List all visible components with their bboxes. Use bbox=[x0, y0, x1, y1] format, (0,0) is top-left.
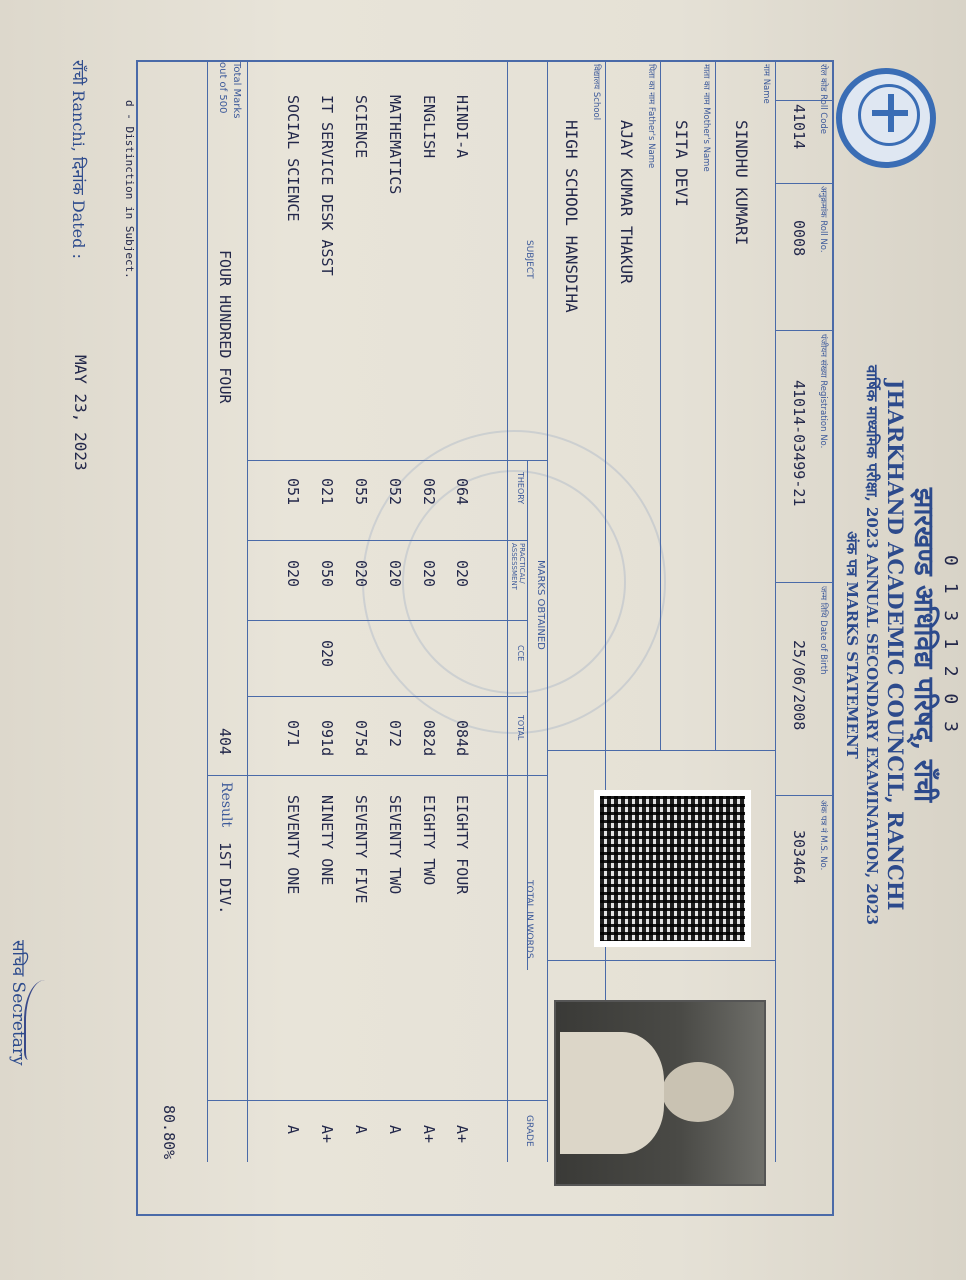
row-theory: 021 bbox=[318, 478, 336, 506]
row-grade: A+ bbox=[420, 1125, 438, 1144]
roll-no-value: 0008 bbox=[790, 220, 808, 257]
row-subject: MATHEMATICS bbox=[386, 95, 404, 195]
row-grade: A+ bbox=[318, 1125, 336, 1144]
ms-no-label: अंक पत्र नं M.S. No. bbox=[818, 800, 828, 871]
row-grade: A bbox=[284, 1125, 302, 1135]
row-grade: A+ bbox=[453, 1125, 471, 1144]
registration-value: 41014-03499-21 bbox=[790, 380, 808, 507]
name-label: नाम Name bbox=[761, 64, 771, 104]
dob-label: जन्म तिथि Date of Birth bbox=[818, 586, 828, 675]
exam-title: वार्षिक माध्यमिक परीक्षा, 2023 ANNUAL SECONDARY EXAMINATION, 2023 bbox=[863, 364, 881, 926]
council-logo-icon bbox=[836, 68, 936, 168]
school-label: विद्यालय School bbox=[591, 64, 601, 121]
registration-label: पंजीयन संख्या Registration No. bbox=[818, 334, 828, 449]
row-words: SEVENTY FIVE bbox=[352, 795, 370, 904]
document-title: अंक पत्र MARKS STATEMENT bbox=[843, 531, 861, 759]
row-total: 071 bbox=[284, 720, 302, 748]
grand-total: 404 bbox=[216, 728, 234, 756]
row-theory: 062 bbox=[420, 478, 438, 506]
row-total: 075d bbox=[352, 720, 370, 757]
row-subject: SCIENCE bbox=[352, 95, 370, 159]
council-name-hindi: झारखण्ड अधिविद्य परिषद्, राँची bbox=[908, 487, 939, 803]
father-name-label: पिता का नाम Father's Name bbox=[646, 64, 656, 169]
row-total: 084d bbox=[453, 720, 471, 757]
row-practical: 050 bbox=[318, 560, 336, 588]
practical-header: PRACTICAL/ ASSESSMENT bbox=[510, 543, 526, 590]
row-practical: 020 bbox=[453, 560, 471, 588]
roll-code-label: रोल कोड Roll Code bbox=[818, 64, 828, 135]
row-cce: 020 bbox=[318, 640, 336, 668]
row-practical: 020 bbox=[284, 560, 302, 588]
roll-no-label: अनुक्रमांक Roll No. bbox=[818, 186, 828, 253]
issue-date: MAY 23, 2023 bbox=[71, 355, 90, 471]
row-words: EIGHTY FOUR bbox=[453, 795, 471, 895]
row-subject: ENGLISH bbox=[420, 95, 438, 159]
row-total: 082d bbox=[420, 720, 438, 757]
total-header: TOTAL bbox=[516, 715, 525, 741]
row-total: 072 bbox=[386, 720, 404, 748]
marks-obtained-header: MARKS OBTAINED bbox=[535, 560, 546, 650]
row-practical: 020 bbox=[420, 560, 438, 588]
result-label: Result bbox=[218, 782, 234, 828]
row-words: EIGHTY TWO bbox=[420, 795, 438, 886]
row-words: NINETY ONE bbox=[318, 795, 336, 886]
dob-value: 25/06/2008 bbox=[790, 640, 808, 731]
total-marks-sublabel: out of 500 bbox=[217, 62, 228, 114]
mother-name-label: माता का नाम Mother's Name bbox=[701, 64, 711, 172]
row-subject: HINDI-A bbox=[453, 95, 471, 159]
row-grade: A bbox=[352, 1125, 370, 1135]
result-value: 1ST DIV. bbox=[216, 842, 234, 915]
percentage: 80.80% bbox=[160, 1105, 178, 1160]
row-theory: 052 bbox=[386, 478, 404, 506]
words-header: TOTAL IN WORDS bbox=[524, 880, 534, 959]
ms-no-value: 303464 bbox=[790, 830, 808, 885]
row-words: SEVENTY ONE bbox=[284, 795, 302, 895]
mother-name: SITA DEVI bbox=[672, 120, 691, 207]
row-theory: 064 bbox=[453, 478, 471, 506]
row-words: SEVENTY TWO bbox=[386, 795, 404, 895]
qr-code bbox=[594, 790, 751, 947]
council-name-english: JHARKHAND ACADEMIC COUNCIL, RANCHI bbox=[883, 379, 908, 911]
row-practical: 020 bbox=[352, 560, 370, 588]
grade-header: GRADE bbox=[524, 1115, 534, 1147]
row-theory: 051 bbox=[284, 478, 302, 506]
subject-header: SUBJECT bbox=[524, 240, 534, 279]
total-in-words: FOUR HUNDRED FOUR bbox=[216, 250, 234, 404]
top-serial: 0 1 3 1 2 0 3 bbox=[940, 555, 961, 735]
school-name: HIGH SCHOOL HANSDIHA bbox=[562, 120, 581, 313]
row-subject: IT SERVICE DESK ASST bbox=[318, 95, 336, 276]
row-grade: A bbox=[386, 1125, 404, 1135]
roll-code-value: 41014 bbox=[790, 104, 808, 150]
row-practical: 020 bbox=[386, 560, 404, 588]
distinction-note: d - Distinction in Subject. bbox=[123, 100, 136, 279]
total-marks-label: Total Marks bbox=[231, 62, 242, 119]
row-subject: SOCIAL SCIENCE bbox=[284, 95, 302, 222]
row-theory: 055 bbox=[352, 478, 370, 506]
student-photo bbox=[554, 1000, 766, 1186]
secretary-label: सचिव Secretary bbox=[8, 940, 28, 1066]
theory-header: THEORY bbox=[516, 472, 525, 505]
place-date-label: राँची Ranchi, दिनांक Dated : bbox=[69, 60, 88, 259]
cce-header: CCE bbox=[516, 645, 525, 662]
father-name: AJAY KUMAR THAKUR bbox=[617, 120, 636, 284]
row-total: 091d bbox=[318, 720, 336, 757]
student-name: SINDHU KUMARI bbox=[732, 120, 751, 246]
